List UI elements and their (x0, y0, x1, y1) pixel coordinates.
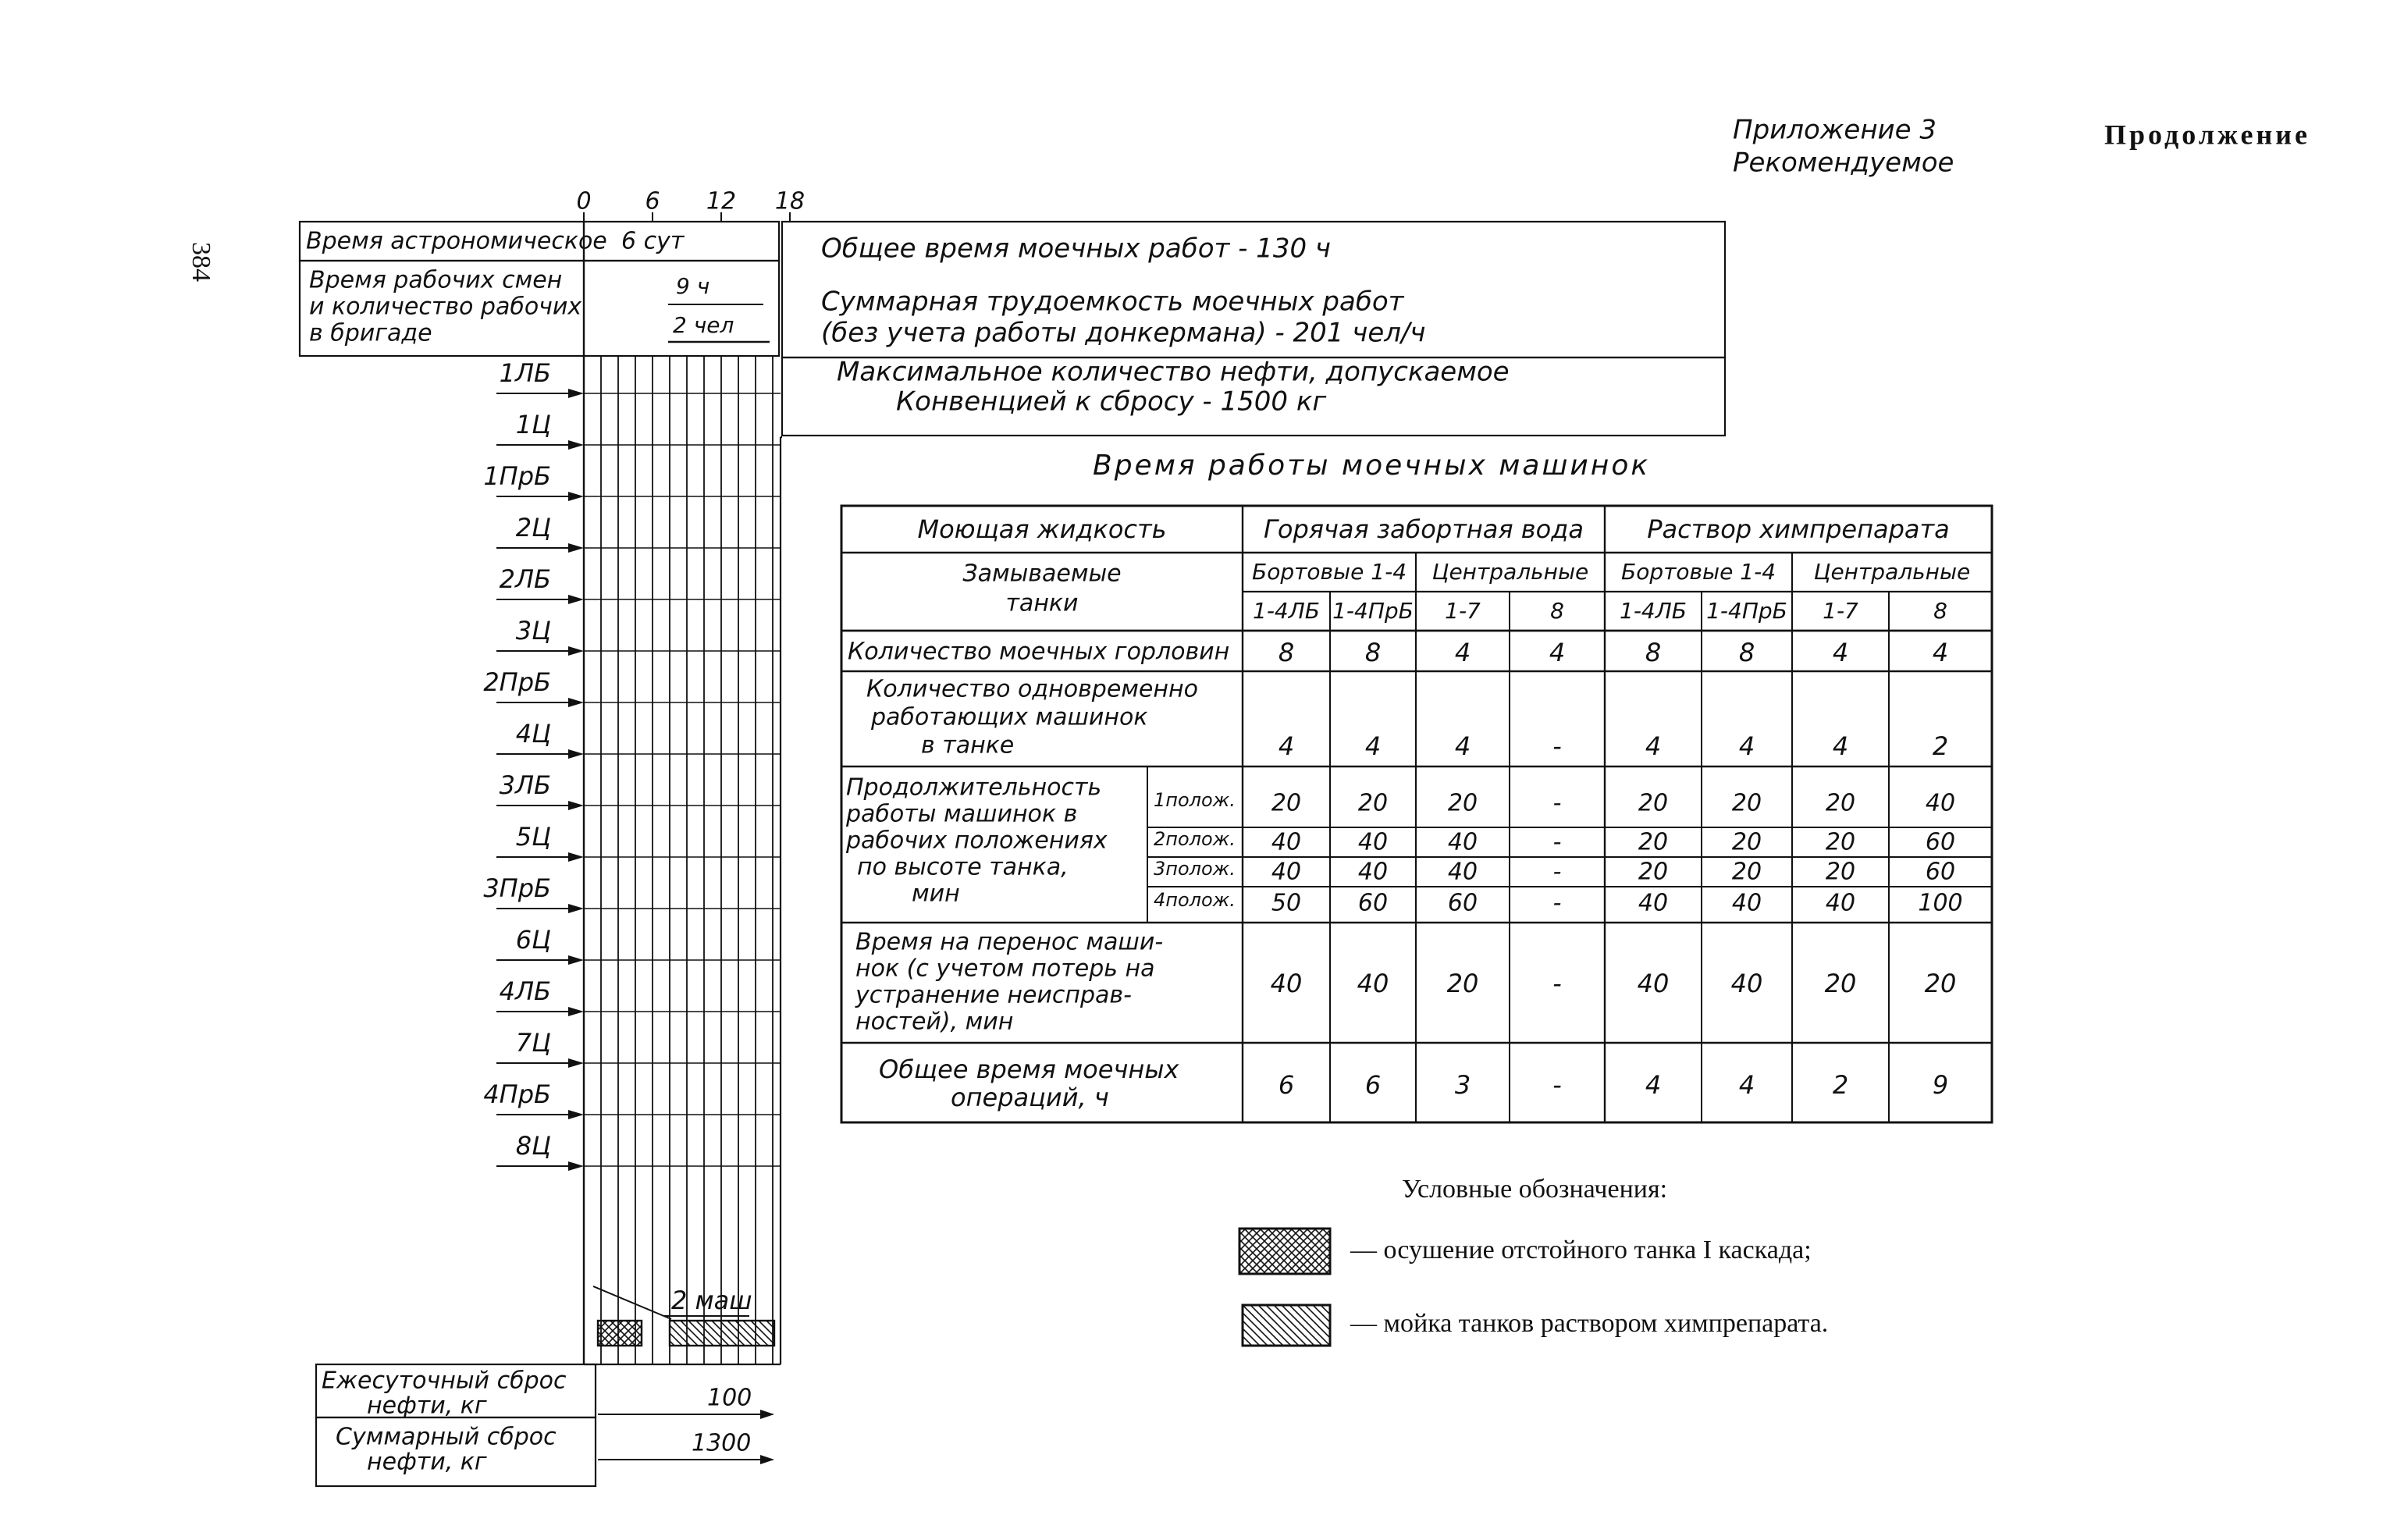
position-label: 3полож. (1154, 858, 1236, 880)
labor-line-1: Суммарная трудоемкость моечных работ (821, 286, 1404, 318)
necks-value: 8 (1364, 638, 1382, 667)
tank-label: 4ПрБ (483, 1079, 551, 1109)
duration-row-label-4: по высоте танка, (857, 853, 1069, 881)
necks-row-label: Количество моечных горловин (848, 638, 1230, 666)
sub-column-label: 8 (1550, 598, 1564, 624)
tank-arrow-head (568, 698, 584, 707)
tank-arrow-head (568, 852, 584, 862)
shift-label-line1: Время рабочих смен (309, 266, 563, 294)
tank-arrow-head (568, 595, 584, 604)
duration-pos1-value: 20 (1271, 789, 1302, 817)
tank-arrow-head (568, 492, 584, 501)
work-bars (593, 1286, 774, 1346)
tank-label: 7Ц (515, 1028, 551, 1058)
necks-value: 8 (1645, 638, 1662, 667)
duration-pos3-value: 20 (1825, 858, 1856, 886)
daily-discharge-arrowhead (760, 1410, 774, 1419)
machines-row-label-3: в танке (921, 731, 1015, 759)
tank-label: 8Ц (515, 1131, 551, 1161)
duration-pos2-value: 40 (1447, 828, 1478, 856)
duration-pos2-value: 20 (1638, 828, 1669, 856)
chem-solution-header: Раствор химпрепарата (1647, 514, 1950, 544)
machines-value: 4 (1645, 731, 1662, 761)
position-label: 1полож. (1154, 789, 1236, 811)
legend-drain-swatch (1239, 1229, 1330, 1274)
necks-value: 4 (1932, 638, 1949, 667)
daily-discharge-value: 100 (707, 1384, 752, 1412)
tank-arrow-head (568, 1007, 584, 1016)
sub-column-label: 1-7 (1445, 598, 1481, 624)
transfer-row-label-1: Время на перенос маши- (855, 928, 1164, 956)
tank-arrow-head (568, 955, 584, 965)
total-row-label-1: Общее время моечных (879, 1055, 1179, 1084)
group-central-hot: Центральные (1431, 559, 1589, 585)
tank-arrow-head (568, 543, 584, 553)
tank-label: 1ЛБ (499, 358, 551, 388)
tank-label: 4Ц (515, 719, 551, 749)
total-discharge-value: 1300 (692, 1429, 752, 1457)
duration-pos3-value: 60 (1925, 858, 1956, 886)
discharge-section (316, 1364, 774, 1486)
transfer-value: 40 (1270, 969, 1303, 998)
wash-machine-table (841, 506, 1992, 1122)
transfer-value: 40 (1357, 969, 1389, 998)
duration-pos4-value: - (1552, 889, 1562, 917)
machines-row-label-2: работающих машинок (871, 703, 1148, 731)
total-value: 9 (1932, 1070, 1949, 1100)
duration-pos2-value: - (1552, 828, 1562, 856)
oil-limit-line-1: Максимальное количество нефти, допускаемое (837, 356, 1510, 388)
astro-time-label: Время астрономическое (306, 227, 607, 255)
duration-pos2-value: 40 (1357, 828, 1389, 856)
sub-column-label: 1-4ПрБ (1332, 598, 1414, 624)
hot-water-header: Горячая забортная вода (1264, 514, 1584, 544)
liquid-header: Моющая жидкость (917, 514, 1167, 544)
daily-discharge-label-2: нефти, кг (367, 1392, 487, 1420)
tank-label: 3ЛБ (499, 770, 551, 800)
tanks-header-line2: танки (1005, 589, 1079, 617)
necks-value: 8 (1278, 638, 1295, 667)
necks-value: 4 (1454, 638, 1471, 667)
machines-row-label-1: Количество одновременно (866, 675, 1198, 703)
machines-value: 4 (1832, 731, 1849, 761)
duration-pos3-value: - (1552, 858, 1562, 886)
transfer-row-label-2: нок (с учетом потерь на (855, 955, 1155, 983)
tank-label: 4ЛБ (499, 976, 551, 1006)
duration-pos4-value: 50 (1271, 889, 1302, 917)
duration-pos2-value: 20 (1825, 828, 1856, 856)
shift-hours: 9 ч (676, 273, 710, 299)
necks-value: 8 (1738, 638, 1755, 667)
duration-pos3-value: 20 (1638, 858, 1669, 886)
duration-row-label-5: мин (912, 880, 960, 908)
tank-label: 5Ц (515, 822, 551, 852)
duration-pos1-value: 20 (1357, 789, 1389, 817)
continuation-label: Продолжение (2104, 119, 2310, 151)
duration-pos1-value: 20 (1731, 789, 1762, 817)
tank-label: 3ПрБ (483, 873, 551, 903)
duration-pos1-value: 20 (1447, 789, 1478, 817)
duration-pos2-value: 60 (1925, 828, 1956, 856)
transfer-value: - (1552, 969, 1562, 998)
total-value: 6 (1364, 1070, 1382, 1100)
machines-value: 2 (1932, 731, 1949, 761)
duration-pos4-value: 60 (1447, 889, 1478, 917)
transfer-value: 40 (1730, 969, 1763, 998)
group-side-hot: Бортовые 1-4 (1251, 559, 1407, 585)
summary-section (782, 222, 1725, 436)
total-discharge-label-2: нефти, кг (367, 1448, 487, 1476)
sub-column-label: 1-4ЛБ (1253, 598, 1320, 624)
appendix-label: Приложение 3 (1733, 114, 1937, 146)
sub-column-label: 1-4ЛБ (1620, 598, 1687, 624)
tank-label: 2ЛБ (499, 564, 551, 594)
total-value: - (1552, 1070, 1562, 1100)
tank-arrow-head (568, 904, 584, 913)
duration-pos2-value: 20 (1731, 828, 1762, 856)
tank-arrow-head (568, 1058, 584, 1068)
scale-tick-12: 12 (706, 187, 737, 215)
legend-wash-label: — мойка танков раствором химпрепарата. (1350, 1308, 1829, 1338)
scale-tick-18: 18 (774, 187, 806, 215)
tank-label: 1ПрБ (483, 461, 551, 491)
legend-title: Условные обозначения: (1402, 1174, 1668, 1204)
total-discharge-label-1: Суммарный сброс (336, 1423, 557, 1451)
tank-arrow-head (568, 646, 584, 656)
labor-line-2: (без учета работы донкермана) - 201 чел/ч (821, 317, 1426, 349)
tank-arrow-head (568, 389, 584, 398)
machines-value: - (1552, 731, 1562, 761)
tank-rows (483, 358, 781, 1171)
scale-tick-0: 0 (576, 187, 592, 215)
duration-pos4-value: 40 (1638, 889, 1669, 917)
group-side-chem: Бортовые 1-4 (1620, 559, 1776, 585)
position-label: 2полож. (1154, 828, 1236, 850)
necks-value: 4 (1549, 638, 1566, 667)
tank-label: 6Ц (515, 925, 551, 955)
group-central-chem: Центральные (1813, 559, 1971, 585)
daily-discharge-label-1: Ежесуточный сброс (322, 1367, 567, 1395)
transfer-row-label-4: ностей), мин (855, 1008, 1014, 1036)
machines-value: 4 (1738, 731, 1755, 761)
total-value: 2 (1832, 1070, 1849, 1100)
tank-arrow-head (568, 749, 584, 759)
sub-column-headers (1253, 598, 1947, 624)
machines-value: 4 (1364, 731, 1382, 761)
duration-pos1-value: 40 (1925, 789, 1956, 817)
timeline-grid (584, 212, 790, 1364)
duration-pos2-value: 40 (1271, 828, 1302, 856)
tank-label: 2ПрБ (483, 667, 551, 697)
total-value: 6 (1278, 1070, 1295, 1100)
duration-pos4-value: 40 (1825, 889, 1856, 917)
page-number: 384 (187, 242, 216, 282)
tanks-header-line1: Замываемые (962, 560, 1122, 588)
duration-row-label-2: работы машинок в (846, 800, 1078, 828)
duration-pos1-value: - (1552, 789, 1562, 817)
transfer-value: 20 (1446, 969, 1479, 998)
duration-pos3-value: 40 (1357, 858, 1389, 886)
legend-drain-label: — осушение отстойного танка I каскада; (1350, 1235, 1812, 1264)
drain-bar (598, 1321, 642, 1346)
machines-value: 4 (1454, 731, 1471, 761)
chem-wash-bar (670, 1321, 774, 1346)
total-value: 3 (1454, 1070, 1471, 1100)
duration-pos3-value: 20 (1731, 858, 1762, 886)
tank-arrow-head (568, 440, 584, 450)
tank-arrow-head (568, 801, 584, 810)
duration-pos4-value: 60 (1357, 889, 1389, 917)
total-work-time: Общее время моечных работ - 130 ч (821, 233, 1331, 265)
tank-label: 3Ц (515, 616, 551, 646)
total-discharge-arrowhead (760, 1455, 774, 1464)
total-row-label-2: операций, ч (951, 1083, 1109, 1112)
shift-label-line2: и количество рабочих (309, 293, 582, 321)
necks-value: 4 (1832, 638, 1849, 667)
transfer-value: 40 (1637, 969, 1670, 998)
duration-pos4-value: 100 (1918, 889, 1963, 917)
scale-tick-6: 6 (645, 187, 660, 215)
machines-label: 2 маш (671, 1286, 752, 1315)
position-label: 4полож. (1154, 889, 1236, 911)
shift-label-line3: в бригаде (309, 319, 432, 347)
duration-pos3-value: 40 (1447, 858, 1478, 886)
legend-wash-swatch (1243, 1305, 1330, 1346)
machine-pointer-line (593, 1286, 671, 1319)
duration-pos3-value: 40 (1271, 858, 1302, 886)
total-value: 4 (1738, 1070, 1755, 1100)
sub-column-label: 1-7 (1823, 598, 1858, 624)
oil-limit-line-2: Конвенцией к сбросу - 1500 кг (896, 386, 1327, 418)
table-values (1154, 638, 1963, 1100)
machines-value: 4 (1278, 731, 1295, 761)
sub-column-label: 8 (1933, 598, 1947, 624)
tank-arrow-head (568, 1161, 584, 1171)
tank-arrow-head (568, 1110, 584, 1119)
table-title: Время работы моечных машинок (1093, 450, 1651, 482)
astro-time-value: 6 сут (621, 227, 685, 255)
crew-count: 2 чел (673, 312, 734, 338)
duration-pos1-value: 20 (1638, 789, 1669, 817)
time-scale (576, 188, 805, 215)
tank-label: 2Ц (515, 513, 551, 542)
tank-label: 1Ц (515, 410, 551, 439)
duration-row-label-1: Продолжительность (846, 774, 1102, 802)
duration-pos1-value: 20 (1825, 789, 1856, 817)
timeline-header (300, 222, 779, 356)
duration-row-label-3: рабочих положениях (846, 827, 1108, 855)
sub-column-label: 1-4ПрБ (1706, 598, 1787, 624)
transfer-value: 20 (1924, 969, 1957, 998)
transfer-row-label-3: устранение неисправ- (855, 981, 1132, 1009)
transfer-value: 20 (1824, 969, 1857, 998)
legend (1239, 1175, 1828, 1346)
recommended-label: Рекомендуемое (1733, 147, 1954, 179)
total-value: 4 (1645, 1070, 1662, 1100)
duration-pos4-value: 40 (1731, 889, 1762, 917)
